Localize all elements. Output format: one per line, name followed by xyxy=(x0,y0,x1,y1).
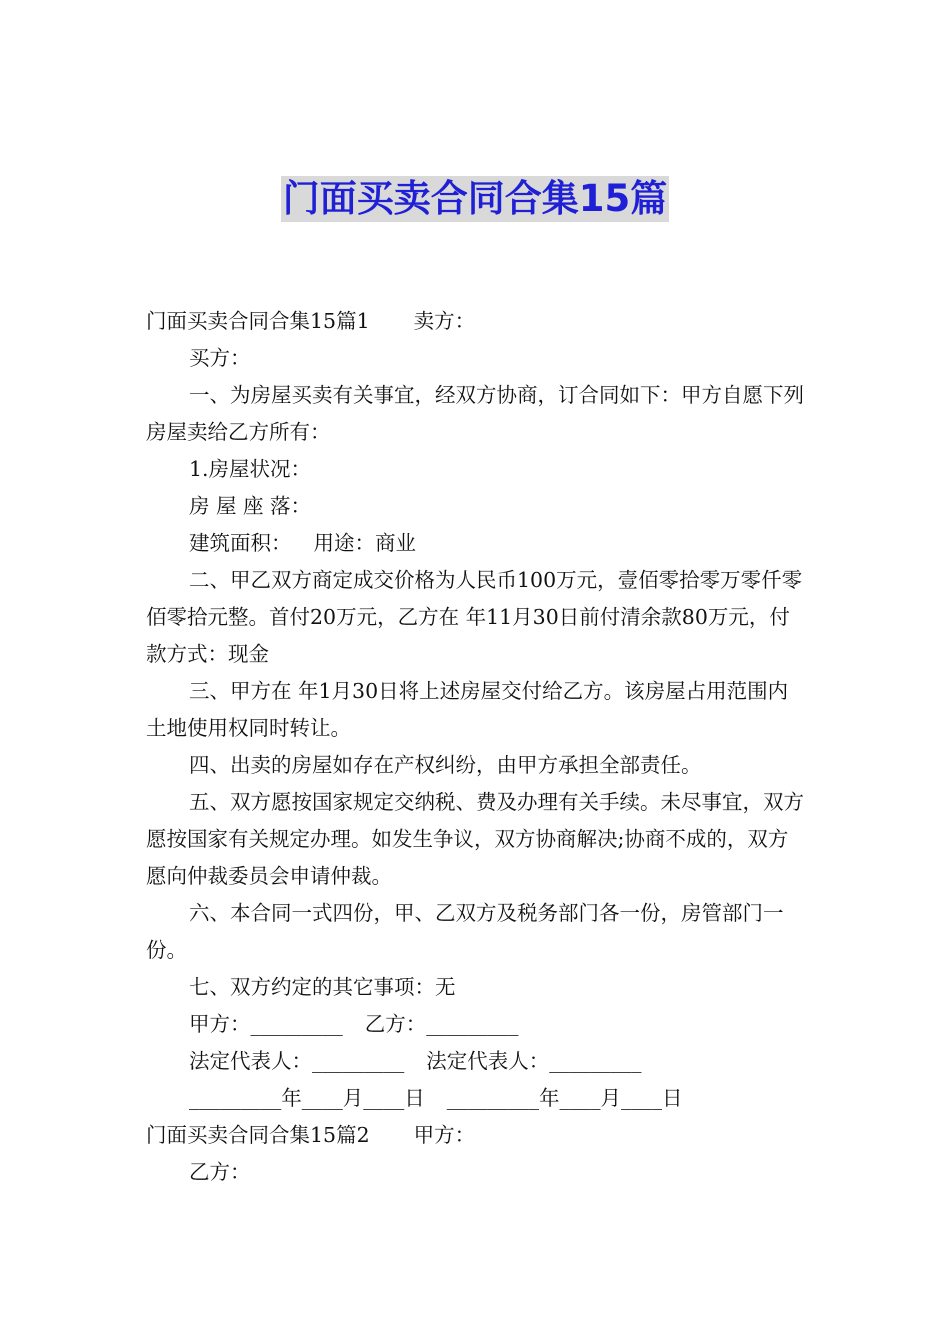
document-body xyxy=(146,303,808,1191)
date-line xyxy=(146,1080,808,1117)
section2-heading-line xyxy=(146,1117,808,1154)
section2-heading: 门面买卖合同合集15篇2 xyxy=(146,1123,370,1147)
clause-3: 三、甲方在 年1月30日将上述房屋交付给乙方。该房屋占用范围内土地使用权同时转让。 xyxy=(146,679,789,740)
clause-1: 一、为房屋买卖有关事宜，经双方协商，订合同如下：甲方自愿下列房屋卖给乙方所有： xyxy=(146,383,804,444)
clause-4: 四、出卖的房屋如存在产权纠纷，由甲方承担全部责任。 xyxy=(189,753,702,777)
usage: 用途：商业 xyxy=(313,531,416,555)
document-title: 门面买卖合同合集15篇 xyxy=(282,177,668,220)
clause-6: 六、本合同一式四份，甲、乙双方及税务部门各一份，房管部门一份。 xyxy=(146,901,784,962)
party-a-signature: 甲方：_________ xyxy=(189,1012,343,1036)
party-a-date: _________年____月____日 xyxy=(189,1086,425,1110)
section2-party-a: 甲方： xyxy=(413,1123,476,1147)
party-b-date: _________年____月____日 xyxy=(446,1086,683,1110)
party-b-signature: 乙方：_________ xyxy=(364,1012,519,1036)
party-a-representative: 法定代表人：_________ xyxy=(189,1049,405,1073)
property-status: 1.房屋状况： xyxy=(189,457,312,481)
clause-5: 五、双方愿按国家规定交纳税、费及办理有关手续。未尽事宜，双方愿按国家有关规定办理。如发生争议，双方协商解决;协商不成的，双方愿向仲裁委员会申请仲裁。 xyxy=(146,790,804,888)
seller-label: 卖方： xyxy=(413,309,476,333)
document-title-wrap xyxy=(0,176,950,222)
section2-party-b: 乙方： xyxy=(189,1160,251,1184)
area-usage-line xyxy=(146,525,808,562)
representative-line xyxy=(146,1043,808,1080)
clause-2: 二、甲乙双方商定成交价格为人民币100万元，壹佰零拾零万零仟零佰零拾元整。首付20万元，乙方在 年11月30日前付清余款80万元，付款方式：现金 xyxy=(146,568,803,666)
section1-heading: 门面买卖合同合集15篇1 xyxy=(146,309,370,333)
building-area: 建筑面积： xyxy=(189,531,292,555)
party-b-representative: 法定代表人：_________ xyxy=(426,1049,642,1073)
buyer-label: 买方： xyxy=(189,346,251,370)
signature-line xyxy=(146,1006,808,1043)
clause-7: 七、双方约定的其它事项：无 xyxy=(189,975,456,999)
property-location: 房 屋 座 落： xyxy=(189,494,312,518)
section1-heading-line xyxy=(146,303,808,340)
